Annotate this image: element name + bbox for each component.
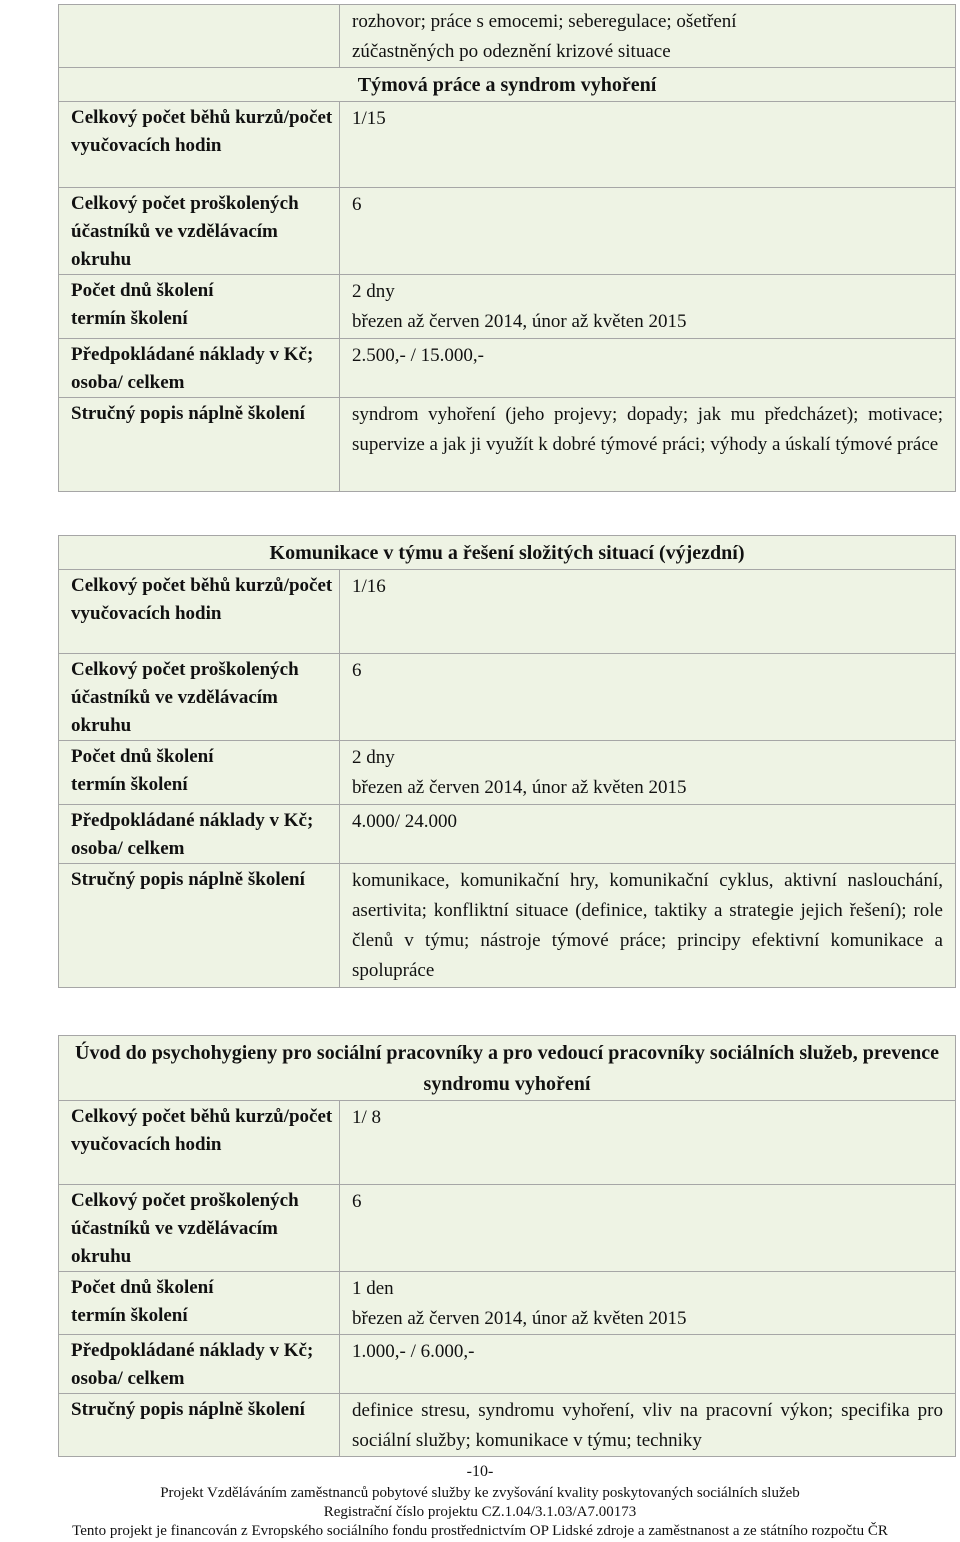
- label-days: Počet dnů školení: [71, 280, 214, 301]
- value-term: březen až červen 2014, únor až květen 2015: [352, 777, 687, 798]
- training-table-communication: [58, 535, 956, 988]
- label-days-term: [59, 741, 340, 805]
- value-description: komunikace, komunikační hry, komunikační cyklus, aktivní naslouchání, asertivita; konfliktní situace (definice, taktiky a strategie jejich řešení); role členů v týmu; nástroje týmové práce; principy efektivní komunikace a spolupráce: [340, 864, 956, 988]
- label-courses: Celkový počet běhů kurzů/počet vyučovacích hodin: [59, 570, 340, 654]
- page-number: -10-: [466, 1463, 494, 1480]
- value-description: syndrom vyhoření (jeho projevy; dopady; jak mu předcházet); motivace; supervize a jak ji využít k dobré týmové práci; výhody a úskalí týmové práce: [340, 398, 956, 492]
- value-term: březen až červen 2014, únor až květen 2015: [352, 311, 687, 332]
- value-term: březen až červen 2014, únor až květen 2015: [352, 1308, 687, 1329]
- value-courses: 1/15: [340, 102, 956, 188]
- value-days: 2 dny: [352, 747, 395, 768]
- label-participants: Celkový počet proškolených účastníků ve vzdělávacím okruhu: [59, 654, 340, 741]
- training-table-psychohygiene: [58, 1035, 956, 1457]
- label-term: termín školení: [71, 1305, 188, 1326]
- course-title: Úvod do psychohygieny pro sociální pracovníky a pro vedoucí pracovníky sociálních služeb, prevence syndromu vyhoření: [59, 1036, 956, 1101]
- label-description: Stručný popis náplně školení: [59, 864, 340, 988]
- label-participants: Celkový počet proškolených účastníků ve vzdělávacím okruhu: [59, 188, 340, 275]
- label-description: Stručný popis náplně školení: [59, 1394, 340, 1457]
- value-days: 1 den: [352, 1278, 394, 1299]
- label-description: Stručný popis náplně školení: [59, 398, 340, 492]
- course-title: Týmová práce a syndrom vyhoření: [59, 68, 956, 102]
- label-costs: Předpokládané náklady v Kč; osoba/ celkem: [59, 1335, 340, 1394]
- label-term: termín školení: [71, 774, 188, 795]
- value-days-term: [340, 275, 956, 339]
- value-courses: 1/16: [340, 570, 956, 654]
- label-costs: Předpokládané náklady v Kč; osoba/ celkem: [59, 805, 340, 864]
- course-title: Komunikace v týmu a řešení složitých situací (výjezdní): [59, 536, 956, 570]
- value-description: definice stresu, syndromu vyhoření, vliv na pracovní výkon; specifika pro sociální služby; komunikace v týmu; techniky: [340, 1394, 956, 1457]
- label-costs: Předpokládané náklady v Kč; osoba/ celkem: [59, 339, 340, 398]
- label-days: Počet dnů školení: [71, 1277, 214, 1298]
- label-term: termín školení: [71, 308, 188, 329]
- value-costs: 4.000/ 24.000: [340, 805, 956, 864]
- label-courses: Celkový počet běhů kurzů/počet vyučovacích hodin: [59, 1101, 340, 1185]
- value-days-term: [340, 741, 956, 805]
- footer-project-name: Projekt Vzděláváním zaměstnanců pobytové služby ke zvyšování kvality poskytovaných sociálních služeb: [160, 1485, 800, 1501]
- value-participants: 6: [340, 188, 956, 275]
- label-courses: Celkový počet běhů kurzů/počet vyučovacích hodin: [59, 102, 340, 188]
- footer-registration-number: Registrační číslo projektu CZ.1.04/3.1.03/A7.00173: [323, 1504, 637, 1520]
- continuation-line-1: rozhovor; práce s emocemi; seberegulace; ošetření: [352, 11, 737, 32]
- value-costs: 2.500,- / 15.000,-: [340, 339, 956, 398]
- value-costs: 1.000,- / 6.000,-: [340, 1335, 956, 1394]
- continuation-line-2: zúčastněných po odeznění krizové situace: [352, 41, 671, 62]
- continuation-cell: [340, 5, 956, 68]
- value-days-term: [340, 1272, 956, 1335]
- label-participants: Celkový počet proškolených účastníků ve vzdělávacím okruhu: [59, 1185, 340, 1272]
- footer-funding-note: Tento projekt je financován z Evropského sociálního fondu prostřednictvím OP Lidské zdroje a zaměstnanost a ze státního rozpočtu ČR: [72, 1523, 888, 1539]
- value-participants: 6: [340, 654, 956, 741]
- empty-cell: [59, 5, 340, 68]
- label-days: Počet dnů školení: [71, 746, 214, 767]
- training-table-teamwork: [58, 4, 956, 492]
- value-courses: 1/ 8: [340, 1101, 956, 1185]
- value-days: 2 dny: [352, 281, 395, 302]
- label-days-term: [59, 1272, 340, 1335]
- value-participants: 6: [340, 1185, 956, 1272]
- label-days-term: [59, 275, 340, 339]
